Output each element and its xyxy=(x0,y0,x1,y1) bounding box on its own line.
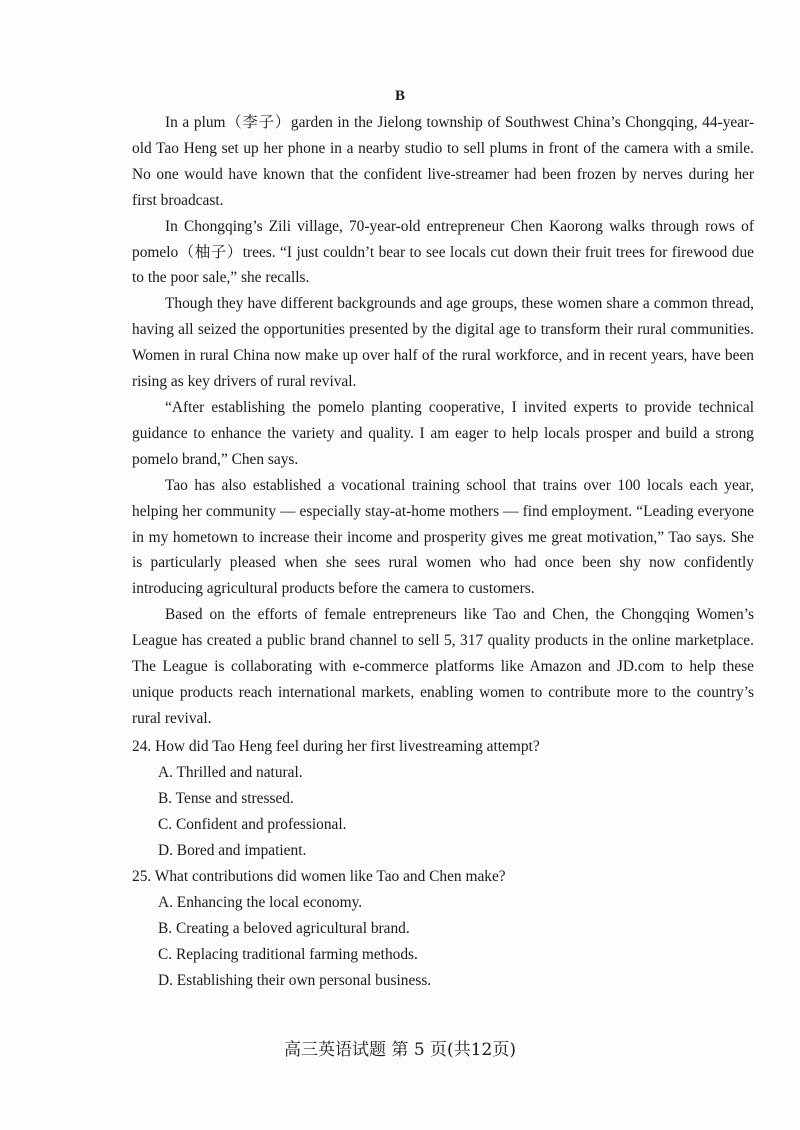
question-24 xyxy=(132,734,754,864)
passage-paragraph: In a plum（李子）garden in the Jielong township of Southwest China’s Chongqing, 44-year-old Tao Heng set up her phone in a nearby studio to sell plums in front of the camera with a smile. No one would have known that the confident live-streamer had been frozen by nerves during her first broadcast. xyxy=(132,114,754,209)
question-stem: 24. How did Tao Heng feel during her first livestreaming attempt? xyxy=(132,738,540,755)
option-b[interactable]: B. Creating a beloved agricultural brand. xyxy=(158,920,410,937)
passage-paragraph: Based on the efforts of female entrepreneurs like Tao and Chen, the Chongqing Women’s League has created a public brand channel to sell 5, 317 quality products in the online marketplace. The League is collaborating with e-commerce platforms like Amazon and JD.com to help these unique products reach international markets, enabling women to contribute more to the country’s rural revival. xyxy=(132,606,754,727)
option-c[interactable]: C. Replacing traditional farming methods. xyxy=(158,946,418,963)
question-list xyxy=(132,734,754,994)
option-b[interactable]: B. Tense and stressed. xyxy=(158,790,294,807)
reading-passage xyxy=(132,110,754,732)
option-c[interactable]: C. Confident and professional. xyxy=(158,816,347,833)
passage-paragraph: In Chongqing’s Zili village, 70-year-old entrepreneur Chen Kaorong walks through rows of pomelo（柚子）trees. “I just couldn’t bear to see locals cut down their fruit trees for firewood due to the poor sale,” she recalls. xyxy=(132,217,754,287)
option-d[interactable]: D. Bored and impatient. xyxy=(158,842,307,859)
question-25 xyxy=(132,864,754,994)
passage-paragraph: Though they have different backgrounds and age groups, these women share a common thread, having all seized the opportunities presented by the digital age to transform their rural communities. Women in rural China now make up over half of the rural workforce, and in recent years, have been rising as key drivers of rural revival. xyxy=(132,295,754,391)
passage-paragraph: Tao has also established a vocational training school that trains over 100 locals each year, helping her community — especially stay-at-home mothers — find employment. “Leading everyone in my hometown to increase their income and prosperity gives me great motivation,” Tao says. She is particularly pleased when she sees rural women who had once been shy now confidently introducing agricultural products before the camera to customers. xyxy=(132,476,754,598)
option-a[interactable]: A. Enhancing the local economy. xyxy=(158,894,363,911)
question-stem: 25. What contributions did women like Tao and Chen make? xyxy=(132,868,506,885)
passage-paragraph: “After establishing the pomelo planting cooperative, I invited experts to provide technical guidance to enhance the variety and quality. I am eager to help locals prosper and build a strong pomelo brand,” Chen says. xyxy=(132,398,754,468)
page-footer: 高三英语试题 第 5 页(共12页) xyxy=(284,1040,516,1060)
section-label: B xyxy=(394,88,405,104)
option-a[interactable]: A. Thrilled and natural. xyxy=(158,764,303,781)
option-d[interactable]: D. Establishing their own personal business. xyxy=(158,972,432,989)
